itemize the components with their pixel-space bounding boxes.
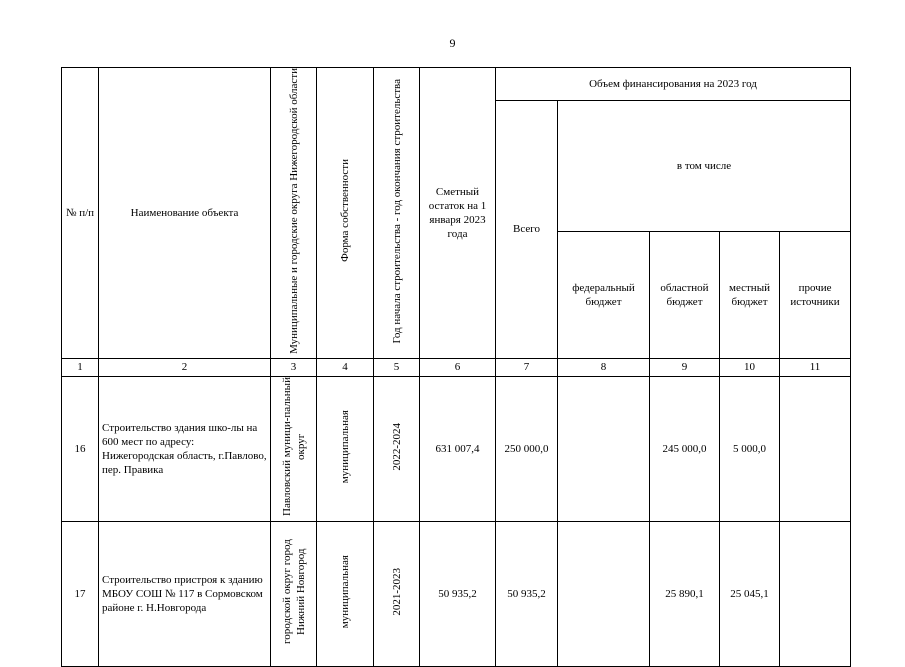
row-federal	[558, 521, 650, 666]
header-other: прочие источники	[780, 231, 851, 358]
row-federal	[558, 376, 650, 521]
row-no: 16	[62, 376, 99, 521]
column-number: 1	[62, 358, 99, 376]
header-name: Наименование объекта	[99, 68, 271, 359]
row-total: 50 935,2	[496, 521, 558, 666]
column-number: 3	[271, 358, 317, 376]
row-regional: 25 890,1	[650, 521, 720, 666]
row-years-text: 2021-2023	[390, 568, 403, 616]
row-years-text: 2022-2024	[390, 423, 403, 471]
row-ownership	[317, 521, 374, 666]
column-number: 2	[99, 358, 271, 376]
row-name: Строительство пристроя к зданию МБОУ СОШ № 117 в Сормовском районе г. Н.Новгорода	[99, 521, 271, 666]
column-number: 6	[420, 358, 496, 376]
row-years	[374, 521, 420, 666]
column-number: 4	[317, 358, 374, 376]
row-ownership	[317, 376, 374, 521]
header-ownership	[317, 68, 374, 359]
header-estimate: Сметный остаток на 1 января 2023 года	[420, 68, 496, 359]
header-municipality-text: Муниципальные и городские округа Нижегородской области	[287, 68, 300, 354]
row-municipality-text: Павловский муници-пальный округ	[280, 377, 307, 517]
row-ownership-text: муниципальная	[339, 410, 351, 484]
column-number: 9	[650, 358, 720, 376]
row-name: Строительство здания шко-лы на 600 мест по адресу: Нижегородская область, г.Павлово, пер. Правика	[99, 376, 271, 521]
row-regional: 245 000,0	[650, 376, 720, 521]
column-number: 11	[780, 358, 851, 376]
column-number: 8	[558, 358, 650, 376]
row-estimate: 50 935,2	[420, 521, 496, 666]
column-number: 10	[720, 358, 780, 376]
table-row	[62, 376, 851, 521]
header-local: местный бюджет	[720, 231, 780, 358]
column-number: 7	[496, 358, 558, 376]
row-no: 17	[62, 521, 99, 666]
header-years	[374, 68, 420, 359]
row-estimate: 631 007,4	[420, 376, 496, 521]
header-no: № п/п	[62, 68, 99, 359]
row-local: 25 045,1	[720, 521, 780, 666]
row-other	[780, 521, 851, 666]
header-years-text: Год начала строительства - год окончания строительства	[390, 78, 403, 344]
row-municipality	[271, 521, 317, 666]
header-regional: областной бюджет	[650, 231, 720, 358]
row-other	[780, 376, 851, 521]
header-total: Всего	[496, 101, 558, 359]
header-municipality	[271, 68, 317, 359]
table-row	[62, 521, 851, 666]
row-total: 250 000,0	[496, 376, 558, 521]
row-ownership-text: муниципальная	[339, 555, 351, 629]
row-local: 5 000,0	[720, 376, 780, 521]
row-municipality	[271, 376, 317, 521]
column-number: 5	[374, 358, 420, 376]
header-including: в том числе	[558, 101, 851, 232]
row-years	[374, 376, 420, 521]
row-municipality-text: городской округ город Нижний Новгород	[280, 539, 307, 645]
header-funding-group: Объем финансирования на 2023 год	[496, 68, 851, 101]
column-number-row	[62, 358, 851, 376]
financing-table	[61, 67, 851, 667]
header-federal: федеральный бюджет	[558, 231, 650, 358]
page-number: 9	[449, 36, 456, 50]
header-ownership-text: Форма собственности	[339, 159, 351, 263]
